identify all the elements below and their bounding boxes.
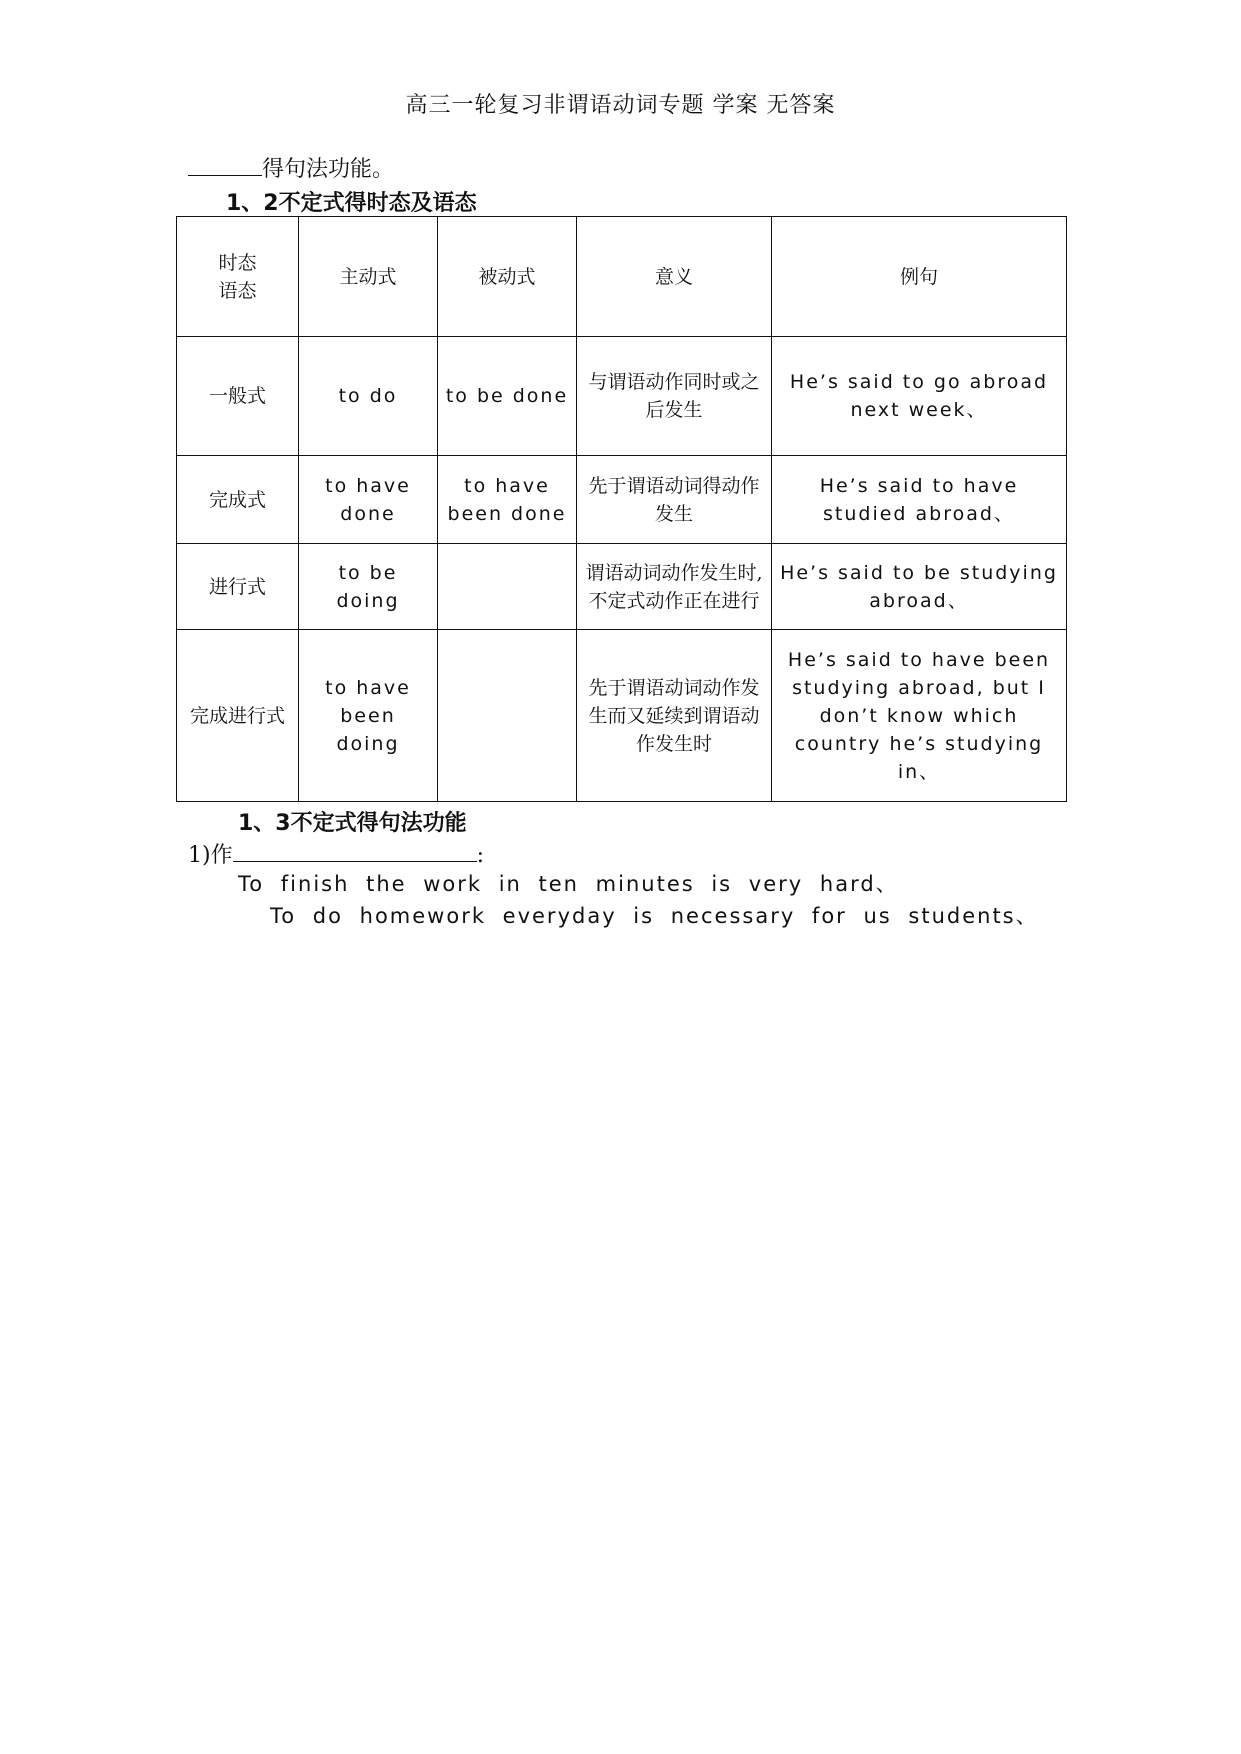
table-header-cell: 被动式: [438, 217, 577, 337]
fill-in-blank[interactable]: [233, 841, 477, 862]
table-row: [177, 337, 1067, 456]
example-cell: He’s said to go abroad next week、: [772, 337, 1067, 456]
section-heading-tense-voice: 1、2不定式得时态及语态: [226, 191, 477, 216]
example-cell: He’s said to have been studying abroad, but I don’t know which country he’s studying in、: [772, 630, 1067, 802]
item-1-suffix: :: [476, 843, 485, 868]
table-row: [177, 544, 1067, 630]
active-form-cell: to do: [299, 337, 438, 456]
passive-form-cell: to be done: [438, 337, 577, 456]
tense-cell: 完成进行式: [177, 630, 299, 802]
meaning-cell: 先于谓语动词动作发生而又延续到谓语动作发生时: [577, 630, 772, 802]
page-title: 高三一轮复习非谓语动词专题 学案 无答案: [405, 93, 836, 118]
active-form-cell: to have done: [299, 456, 438, 544]
example-cell: He’s said to have studied abroad、: [772, 456, 1067, 544]
tense-cell: 完成式: [177, 456, 299, 544]
table-row: [177, 456, 1067, 544]
tense-cell: 一般式: [177, 337, 299, 456]
table-header-cell: 意义: [577, 217, 772, 337]
active-form-cell: to have been doing: [299, 630, 438, 802]
tense-cell: 进行式: [177, 544, 299, 630]
tense-voice-table: [176, 216, 1067, 802]
table-row: [177, 630, 1067, 802]
meaning-cell: 先于谓语动词得动作发生: [577, 456, 772, 544]
passive-form-cell: [438, 544, 577, 630]
active-form-cell: to be doing: [299, 544, 438, 630]
example-cell: He’s said to be studying abroad、: [772, 544, 1067, 630]
example-sentence: To do homework everyday is necessary for us students、: [270, 904, 1039, 928]
section-heading-syntactic-function: 1、3不定式得句法功能: [238, 811, 467, 836]
passive-form-cell: to have been done: [438, 456, 577, 544]
intro-text: 得句法功能。: [262, 157, 395, 182]
item-1-label: [188, 838, 484, 869]
example-sentence: To finish the work in ten minutes is very hard、: [238, 872, 899, 896]
fill-in-blank[interactable]: [188, 155, 262, 176]
item-1-prefix: 1)作: [188, 843, 233, 868]
meaning-cell: 与谓语动作同时或之后发生: [577, 337, 772, 456]
intro-line: [188, 152, 394, 183]
table-header-cell: 主动式: [299, 217, 438, 337]
passive-form-cell: [438, 630, 577, 802]
table-header-cell: 时态 语态: [177, 217, 299, 337]
meaning-cell: 谓语动词动作发生时,不定式动作正在进行: [577, 544, 772, 630]
table-header-cell: 例句: [772, 217, 1067, 337]
table-header-row: [177, 217, 1067, 337]
